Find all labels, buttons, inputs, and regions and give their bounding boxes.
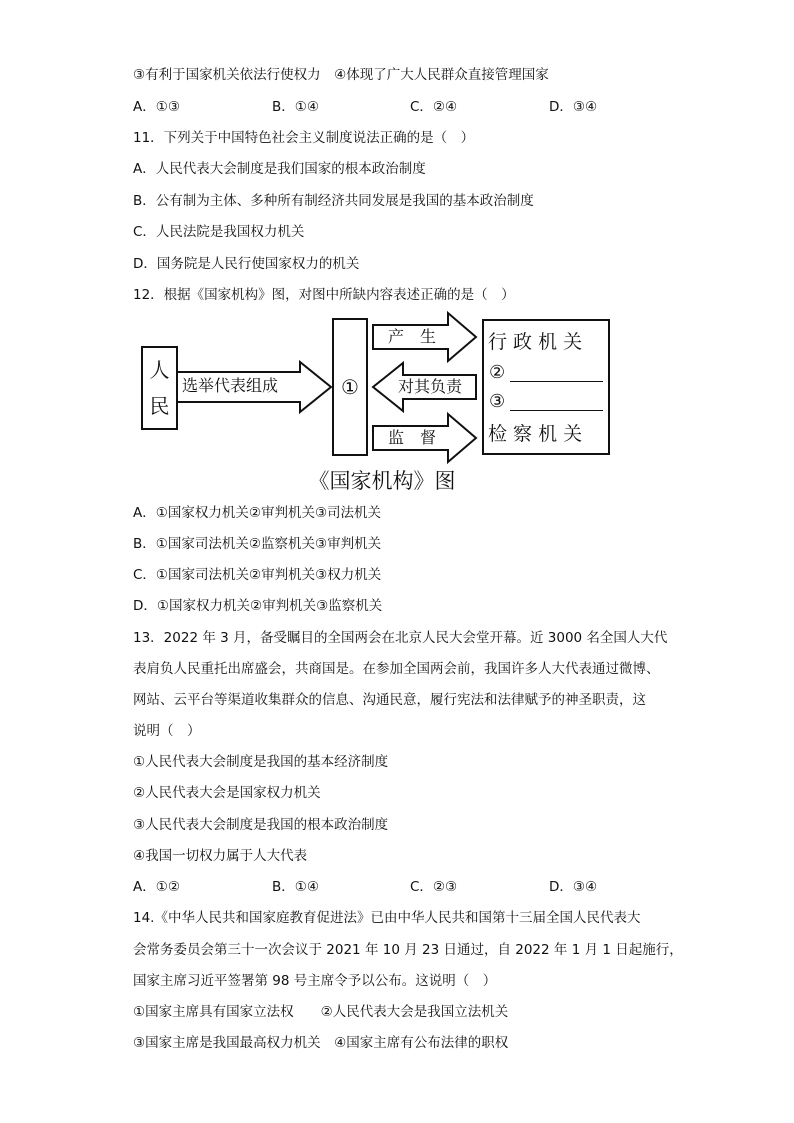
diagram-caption [0, 467, 794, 495]
q13-option-d[interactable]: D．③④ [549, 879, 598, 895]
produce-label: 产 生 [388, 327, 437, 346]
q12-option-b[interactable]: B．①国家司法机关②监察机关③审判机关 [133, 536, 382, 552]
q13-stem-line-4: 说明（ ） [133, 723, 201, 739]
q13-option-a[interactable]: A．①② [133, 879, 180, 895]
q14-stem-line-2: 会常务委员会第三十一次会议于 2021 年 10 月 23 日通过，自 2022 年 1 月 1 日起施行， [133, 942, 683, 958]
organ-blank-2: ② [489, 362, 506, 383]
q10-option-b[interactable]: B．①④ [272, 99, 319, 115]
q13-stem-line-1: 13．2022 年 3 月，备受瞩目的全国两会在北京人民大会堂开幕。近 3000 名全国人大代 [133, 630, 668, 646]
q12-option-c[interactable]: C．①国家司法机关②审判机关③权力机关 [133, 567, 382, 583]
q11-option-a[interactable]: A．人民代表大会制度是我们国家的根本政治制度 [133, 161, 426, 177]
q14-statements-line-2: ③国家主席是我国最高权力机关 ④国家主席有公布法律的职权 [133, 1035, 509, 1051]
diagram-arrows [0, 0, 794, 500]
q10-option-a[interactable]: A．①③ [133, 99, 180, 115]
q13-option-b[interactable]: B．①④ [272, 879, 319, 895]
q10-option-c[interactable]: C．②④ [410, 99, 458, 115]
organ-administrative: 行 政 机 关 [488, 331, 583, 353]
q13-stem-line-2: 表肩负人民重托出席盛会，共商国是。在参加全国两会前，我国许多人大代表通过微博、 [133, 661, 660, 677]
q11-stem: 11．下列关于中国特色社会主义制度说法正确的是（ ） [133, 130, 475, 146]
q13-statement-1: ①人民代表大会制度是我国的基本经济制度 [133, 754, 389, 770]
q11-option-d[interactable]: D．国务院是人民行使国家权力的机关 [133, 256, 360, 272]
diagram-caption-text: 《国家机构》图 [308, 469, 456, 493]
q12-stem: 12．根据《国家机构》图，对图中所缺内容表述正确的是（ ） [133, 287, 515, 303]
q12-option-d[interactable]: D．①国家权力机关②审判机关③监察机关 [133, 598, 383, 614]
blank-line-2 [510, 381, 603, 382]
q13-statement-2: ②人民代表大会是国家权力机关 [133, 785, 321, 801]
center-label: ① [341, 375, 359, 399]
responsible-label: 对其负责 [398, 377, 463, 396]
q14-statements-line-1: ①国家主席具有国家立法权 ②人民代表大会是我国立法机关 [133, 1004, 509, 1020]
elect-label: 选举代表组成 [182, 376, 279, 395]
people-label: 人民 [149, 358, 170, 418]
q11-option-b[interactable]: B．公有制为主体、多种所有制经济共同发展是我国的基本政治制度 [133, 193, 534, 209]
q12-option-a[interactable]: A．①国家权力机关②审判机关③司法机关 [133, 505, 382, 521]
q10-statements-line: ③有利于国家机关依法行使权力 ④体现了广大人民群众直接管理国家 [133, 67, 549, 83]
q14-stem-line-3: 国家主席习近平签署第 98 号主席令予以公布。这说明（ ） [133, 973, 497, 989]
q13-statement-4: ④我国一切权力属于人大代表 [133, 848, 308, 864]
q13-option-c[interactable]: C．②③ [410, 879, 458, 895]
q14-stem-line-1: 14.《中华人民共和国家庭教育促进法》已由中华人民共和国第十三届全国人民代表大 [133, 910, 641, 926]
q11-option-c[interactable]: C．人民法院是我国权力机关 [133, 224, 305, 240]
blank-line-3 [510, 410, 603, 411]
organ-blank-3: ③ [489, 391, 506, 412]
organ-procuratorate: 检 察 机 关 [488, 423, 583, 445]
supervise-label: 监 督 [388, 428, 437, 447]
q10-option-d[interactable]: D．③④ [549, 99, 598, 115]
q13-statement-3: ③人民代表大会制度是我国的根本政治制度 [133, 817, 389, 833]
q13-stem-line-3: 网站、云平台等渠道收集群众的信息、沟通民意，履行宪法和法律赋予的神圣职责，这 [133, 692, 646, 708]
